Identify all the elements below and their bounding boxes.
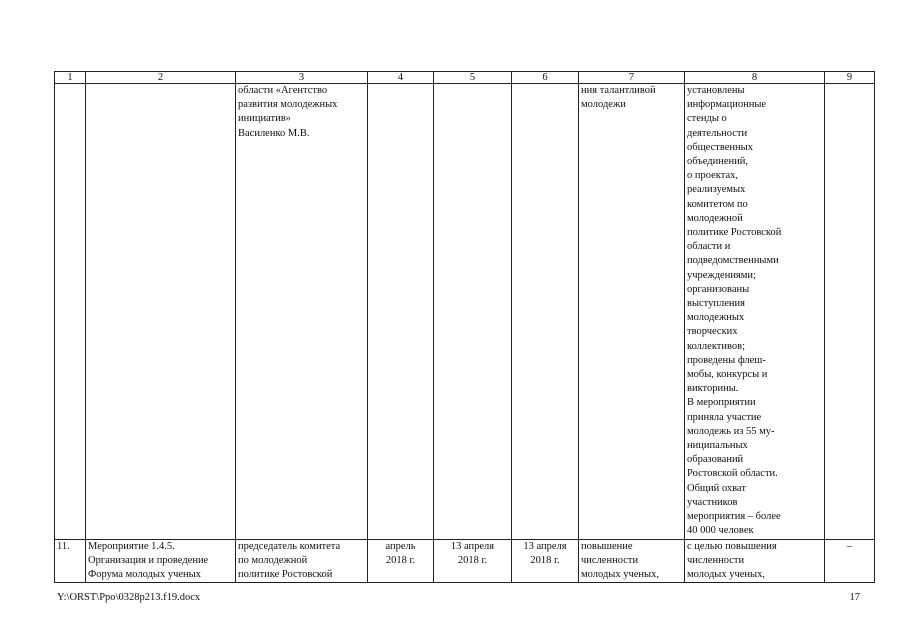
event-name-cell: [86, 84, 236, 540]
event-name-cell: Мероприятие 1.4.5. Организация и проведение Форума молодых ученых: [86, 539, 236, 583]
column-number-cell: 1: [55, 72, 86, 84]
actual-start-cell: 13 апреля 2018 г.: [434, 539, 512, 583]
planned-date-cell: [368, 84, 434, 540]
table-row-continued: [55, 84, 875, 540]
column-number-cell: 2: [86, 72, 236, 84]
notes-cell: [825, 84, 875, 540]
row-number-cell: 11.: [55, 539, 86, 583]
column-number-cell: 7: [579, 72, 685, 84]
column-number-cell: 3: [236, 72, 368, 84]
responsible-cell: председатель комитета по молодежной политике Ростовской: [236, 539, 368, 583]
actual-result-cell: с целью повышения численности молодых ученых,: [685, 539, 825, 583]
responsible-cell: области «Агентство развития молодежных инициатив» Василенко М.В.: [236, 84, 368, 540]
report-table: [54, 71, 875, 583]
actual-start-cell: [434, 84, 512, 540]
expected-result-cell: повышение численности молодых ученых,: [579, 539, 685, 583]
table-row-11: [55, 539, 875, 583]
expected-result-cell: ния талантливой молодежи: [579, 84, 685, 540]
column-number-cell: 5: [434, 72, 512, 84]
column-number-cell: 6: [512, 72, 579, 84]
actual-end-cell: [512, 84, 579, 540]
column-number-cell: 4: [368, 72, 434, 84]
column-number-cell: 8: [685, 72, 825, 84]
notes-cell: –: [825, 539, 875, 583]
page-number: 17: [849, 592, 860, 603]
column-number-cell: 9: [825, 72, 875, 84]
actual-end-cell: 13 апреля 2018 г.: [512, 539, 579, 583]
actual-result-cell: установлены информационные стенды о деятельности общественных объединений, о проектах, реализуемых комитетом по молодежной политике Ростовской области и подведомственными учреждениями; организованы выступления молодежных творческих коллективов; проведены флеш- мобы, конкурсы и викторины. В мероприятии приняла участие молодежь из 55 му- ниципальных образований Ростовской области. Общий охват участников мероприятия – более 40 000 человек: [685, 84, 825, 540]
column-number-row: [55, 72, 875, 84]
footer-file-path: Y:\ORST\Ppo\0328p213.f19.docx: [57, 592, 201, 603]
planned-date-cell: апрель 2018 г.: [368, 539, 434, 583]
row-number-cell: [55, 84, 86, 540]
